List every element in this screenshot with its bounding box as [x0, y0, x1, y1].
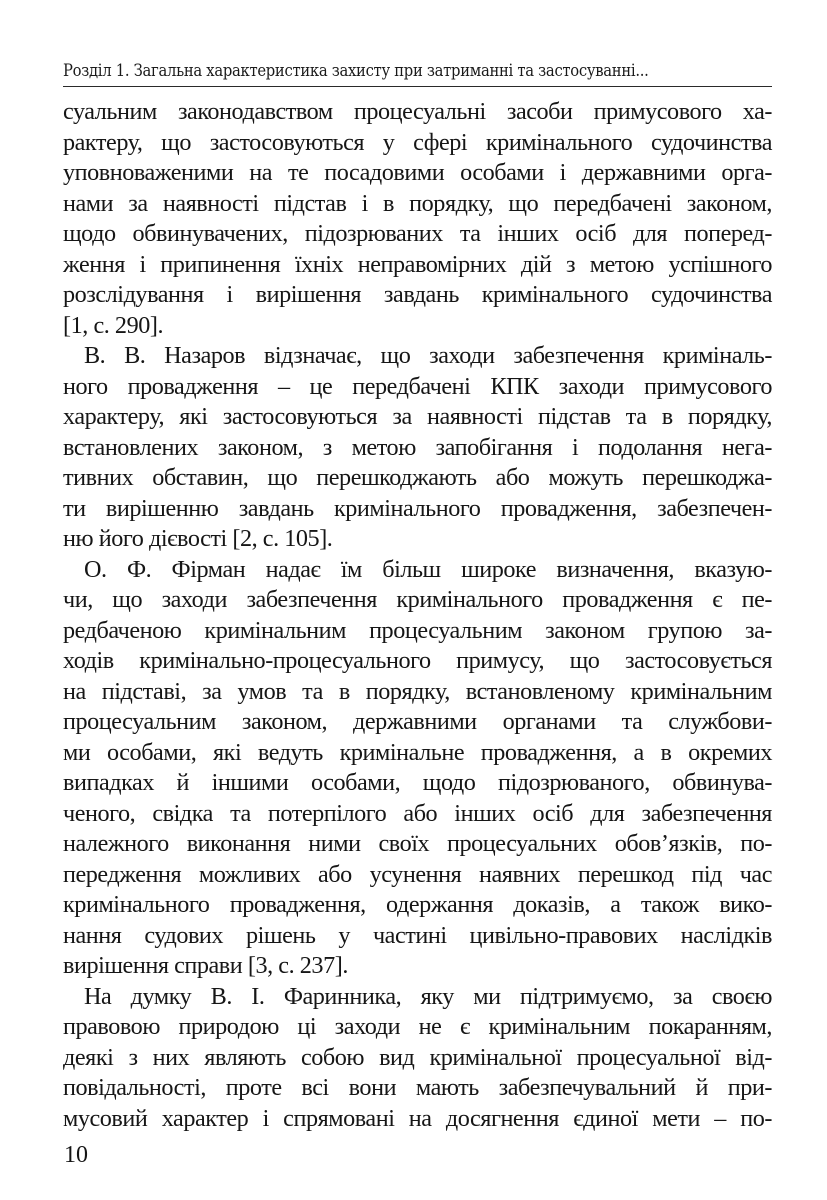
text-line: ного провадження – це передбачені КПК заходи примусового [63, 372, 772, 400]
text-line: О. Ф. Фірман надає їм більш широке визначення, вказую- [84, 555, 772, 583]
text-line: [1, с. 290]. [63, 311, 164, 339]
body-text [63, 97, 772, 1134]
text-line: належного виконання ними своїх процесуальних обов’язків, по- [63, 830, 772, 857]
paragraph [63, 97, 772, 341]
text-line: редбаченою кримінальним процесуальним законом групою за- [63, 616, 772, 644]
text-line: рактеру, що застосовуються у сфері кримінального судочинства [63, 128, 772, 156]
paragraph [63, 341, 772, 555]
text-line: ченого, свідка та потерпілого або інших осіб для забезпечення [63, 799, 772, 827]
text-line: передження можливих або усунення наявних перешкод під час [63, 860, 772, 888]
text-line: чи, що заходи забезпечення кримінального провадження є пе- [63, 586, 772, 613]
text-line: уповноваженими на те посадовими особами і державними орга- [63, 159, 772, 186]
text-line: ми особами, які ведуть кримінальне провадження, а в окремих [63, 738, 772, 766]
text-line: випадках й іншими особами, щодо підозрюваного, обвинува- [63, 769, 772, 796]
text-line: вирішення справи [3, с. 237]. [63, 952, 348, 979]
header-rule [63, 86, 772, 87]
text-line: В. В. Назаров відзначає, що заходи забезпечення криміналь- [84, 342, 772, 369]
text-line: На думку В. І. Фаринника, яку ми підтримуємо, за своєю [84, 982, 772, 1010]
text-line: щодо обвинувачених, підозрюваних та інших осіб для поперед- [63, 220, 772, 247]
text-line: розслідування і вирішення завдань кримінального судочинства [63, 281, 772, 308]
text-line: нання судових рішень у частині цивільно-правових наслідків [63, 921, 772, 949]
text-line: ження і припинення їхніх неправомірних дій з метою успішного [63, 250, 772, 278]
text-line: встановлених законом, з метою запобігання і подолання нега- [63, 433, 772, 461]
text-line: повідальності, проте всі вони мають забезпечувальний й при- [63, 1074, 772, 1101]
text-line: правовою природою ці заходи не є кримінальним покаранням, [63, 1013, 772, 1040]
text-line: ходів кримінально-процесуального примусу, що застосовується [63, 647, 772, 674]
text-line: мусовий характер і спрямовані на досягнення єдиної мети – по- [63, 1104, 772, 1132]
text-line: деякі з них являють собою вид кримінальної процесуальної від- [63, 1043, 772, 1071]
text-line: кримінального провадження, одержання доказів, а також вико- [63, 891, 772, 918]
text-line: характеру, які застосовуються за наявності підстав та в порядку, [63, 403, 772, 430]
text-line: нами за наявності підстав і в порядку, що передбачені законом, [63, 189, 772, 217]
text-line: на підставі, за умов та в порядку, встановленому кримінальним [63, 677, 772, 705]
text-line: ти вирішенню завдань кримінального провадження, забезпечен- [63, 494, 772, 522]
text-line: тивних обставин, що перешкоджають або можуть перешкоджа- [63, 464, 772, 491]
paragraph [63, 555, 772, 982]
running-head: Розділ 1. Загальна характеристика захисту при затриманні та застосуванні... [63, 61, 649, 81]
text-line: процесуальним законом, державними органами та службови- [63, 708, 772, 735]
page-number: 10 [64, 1142, 88, 1168]
paragraph [63, 982, 772, 1135]
text-line: ню його дієвості [2, с. 105]. [63, 525, 333, 552]
text-line: суальним законодавством процесуальні засоби примусового ха- [63, 98, 772, 125]
